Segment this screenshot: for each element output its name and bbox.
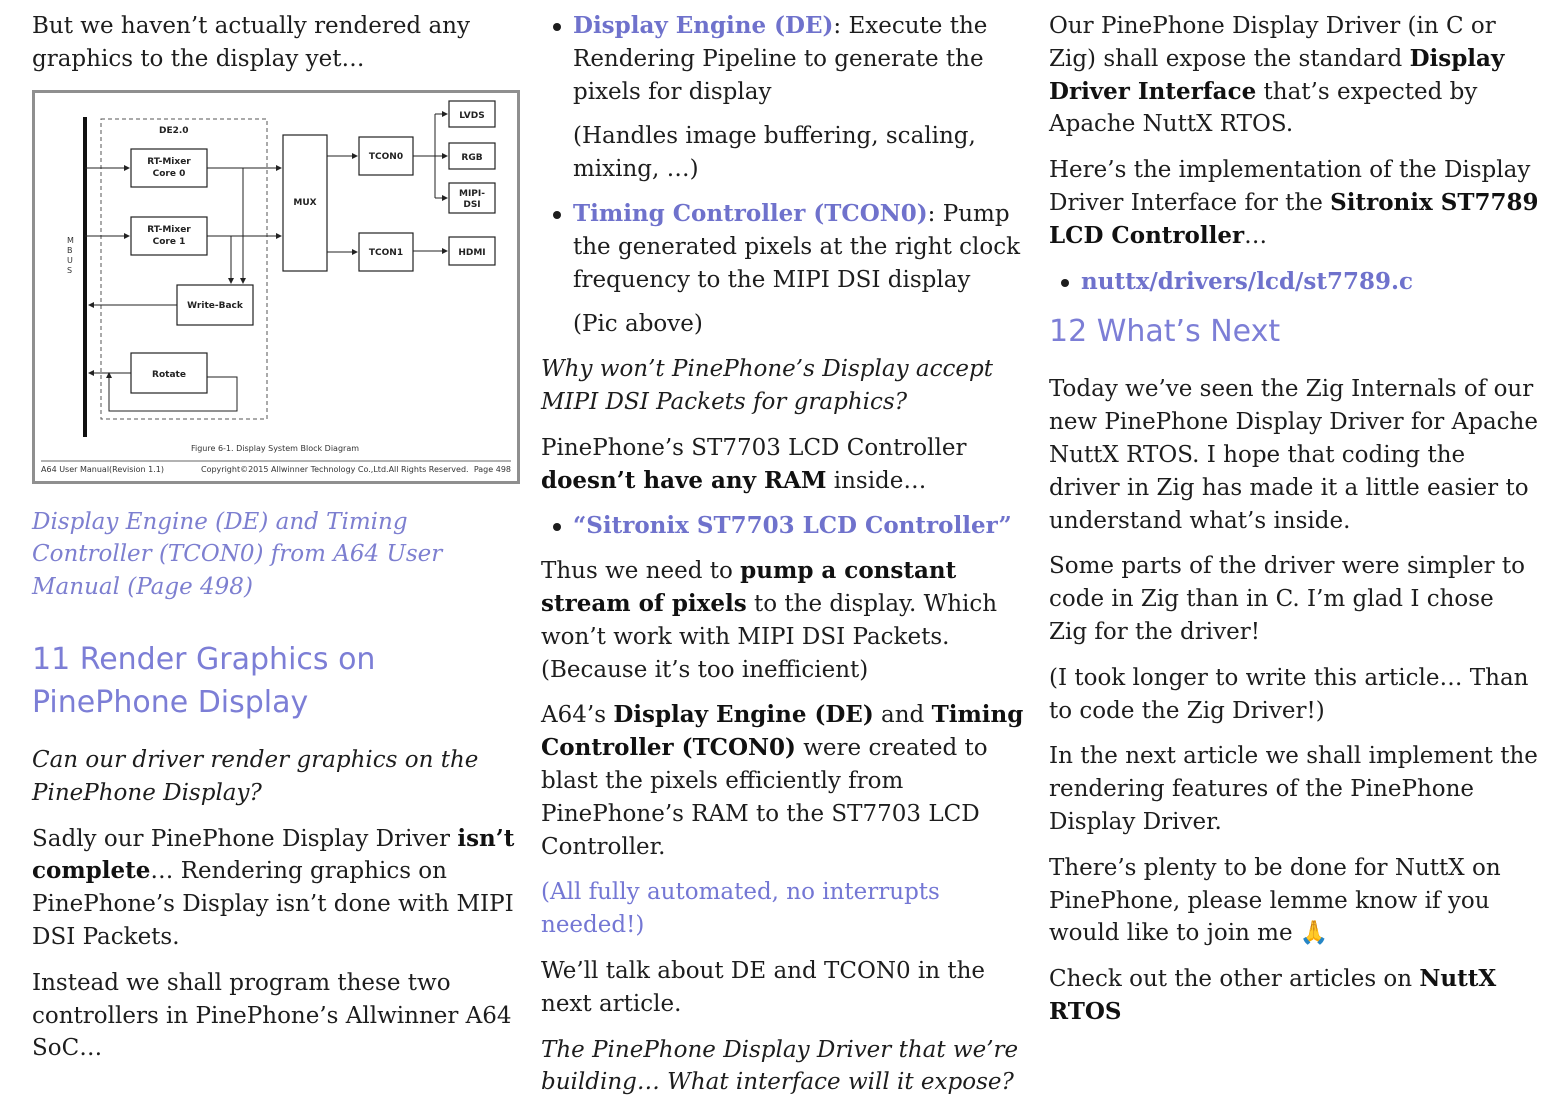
- section-heading-11: 11 Render Graphics on PinePhone Display: [32, 641, 376, 720]
- st7789-source-link[interactable]: nuttx/drivers/lcd/st7789.c: [1081, 267, 1414, 295]
- paragraph-next-article: We’ll talk about DE and TCON0 in the next article.: [541, 957, 986, 1017]
- st7789-link-list: [1049, 266, 1539, 299]
- question-mipi-dsi: Why won’t PinePhone’s Display accept MIPI DSI Packets for graphics?: [541, 356, 993, 415]
- paragraph-next-rendering: In the next article we shall implement the rendering features of the PinePhone Display Driver.: [1049, 743, 1538, 835]
- svg-text:TCON1: TCON1: [368, 247, 404, 258]
- figure-footer-left: A64 User Manual(Revision 1.1): [41, 464, 164, 474]
- mbus-letter: S: [67, 265, 73, 275]
- mbus-letter: U: [67, 255, 73, 265]
- paragraph-zig-internals: Today we’ve seen the Zig Internals of our new PinePhone Display Driver for Apache NuttX RTOS. I hope that coding the driver in Zig has made it a little easier to understand what’s inside.: [1049, 376, 1538, 534]
- section-heading-12: 12 What’s Next: [1049, 314, 1281, 350]
- svg-text:HDMI: HDMI: [458, 247, 486, 258]
- svg-text:Core 0: Core 0: [152, 168, 186, 179]
- rt-mixer-core0-block: [131, 149, 207, 187]
- pray-icon: 🙏: [1299, 920, 1329, 947]
- question-render-graphics: Can our driver render graphics on the PinePhone Display?: [32, 746, 479, 806]
- mbus-letter: M: [67, 235, 74, 245]
- column-right: [1049, 10, 1539, 1042]
- intro-paragraph: But we haven’t actually rendered any graphics to the display yet…: [32, 13, 470, 72]
- svg-text:RT-Mixer: RT-Mixer: [147, 156, 191, 167]
- figure-footer-mid: Copyright©2015 Allwinner Technology Co.,Ltd.All Rights Reserved.: [201, 464, 469, 474]
- paragraph-driver-incomplete: Sadly our PinePhone Display Driver isn’t complete… Rendering graphics on PinePhone’s Display isn’t done with MIPI DSI Packets.: [32, 824, 515, 950]
- mbus-label: [67, 236, 74, 275]
- paragraph-took-longer: (I took longer to write this article… Than to code the Zig Driver!): [1049, 664, 1529, 724]
- paragraph-join-me: There’s plenty to be done for NuttX on PinePhone, please lemme know if you would like to join me 🙏: [1049, 852, 1539, 950]
- paragraph-no-ram: PinePhone’s ST7703 LCD Controller doesn’t have any RAM inside…: [541, 434, 967, 494]
- list-item-st7703: [541, 510, 1031, 543]
- svg-text:LVDS: LVDS: [459, 110, 485, 121]
- column-middle: [541, 10, 1031, 1112]
- paragraph-pump-pixels: Thus we need to pump a constant stream of pixels to the display. Which won’t work with MIPI DSI Packets. (Because it’s too inefficient): [541, 557, 998, 683]
- list-item-display-engine: Display Engine (DE): Execute the Rendering Pipeline to generate the pixels for display (Handles image buffering, scaling, mixing, …): [541, 10, 1031, 186]
- svg-text:Write-Back: Write-Back: [187, 300, 243, 311]
- timing-controller-note: (Pic above): [573, 311, 703, 338]
- figure-caption-text: Display Engine (DE) and Timing Controller (TCON0) from A64 User Manual (Page 498): [32, 508, 443, 601]
- rt-mixer-core1-block: [131, 217, 207, 255]
- svg-text:MUX: MUX: [293, 197, 317, 208]
- paragraph-st7789: Here’s the implementation of the Display Driver Interface for the Sitronix ST7789 LCD Controller…: [1049, 157, 1539, 249]
- st7703-link-list: [541, 510, 1031, 543]
- list-item-st7789: [1049, 266, 1539, 299]
- paragraph-simpler-in-zig: Some parts of the driver were simpler to code in Zig than in C. I’m glad I chose Zig for the driver!: [1049, 553, 1526, 645]
- column-left: [32, 10, 527, 1078]
- paragraph-program-controllers: Instead we shall program these two controllers in PinePhone’s Allwinner A64 SoC…: [32, 969, 512, 1062]
- list-item-timing-controller: Timing Controller (TCON0): Pump the generated pixels at the right clock frequency to the MIPI DSI display (Pic above): [541, 198, 1031, 341]
- controllers-list: [541, 10, 1031, 341]
- question-interface: The PinePhone Display Driver that we’re building… What interface will it expose?: [541, 1036, 1019, 1096]
- svg-text:TCON0: TCON0: [368, 151, 404, 162]
- timing-controller-link[interactable]: Timing Controller (TCON0): [573, 199, 928, 227]
- mbus-letter: B: [67, 245, 73, 255]
- paragraph-automated: (All fully automated, no interrupts needed!): [541, 879, 940, 939]
- paragraph-other-articles: Check out the other articles on NuttX RTOS: [1049, 965, 1497, 1025]
- display-system-block-diagram: [32, 90, 520, 484]
- svg-text:RGB: RGB: [461, 152, 483, 163]
- diagram-svg: [35, 93, 517, 481]
- svg-text:DSI: DSI: [463, 199, 481, 210]
- figure-footer-right: Page 498: [473, 464, 511, 474]
- paragraph-driver-interface: Our PinePhone Display Driver (in C or Zig) shall expose the standard Display Driver Interface that’s expected by Apache NuttX RTOS.: [1049, 13, 1505, 138]
- svg-text:MIPI-: MIPI-: [459, 188, 485, 199]
- display-engine-note: (Handles image buffering, scaling, mixing, …): [573, 123, 976, 183]
- figure-caption: Figure 6-1. Display System Block Diagram: [190, 443, 360, 453]
- svg-text:Core 1: Core 1: [152, 236, 186, 247]
- svg-text:RT-Mixer: RT-Mixer: [147, 224, 191, 235]
- de2-label: DE2.0: [159, 125, 189, 136]
- paragraph-de-tcon0: A64’s Display Engine (DE) and Timing Controller (TCON0) were created to blast the pixels efficiently from PinePhone’s RAM to the ST7703 LCD Controller.: [541, 701, 1024, 860]
- svg-text:Rotate: Rotate: [152, 369, 186, 380]
- st7703-link[interactable]: “Sitronix ST7703 LCD Controller”: [573, 512, 1012, 540]
- display-engine-link[interactable]: Display Engine (DE): [573, 12, 834, 39]
